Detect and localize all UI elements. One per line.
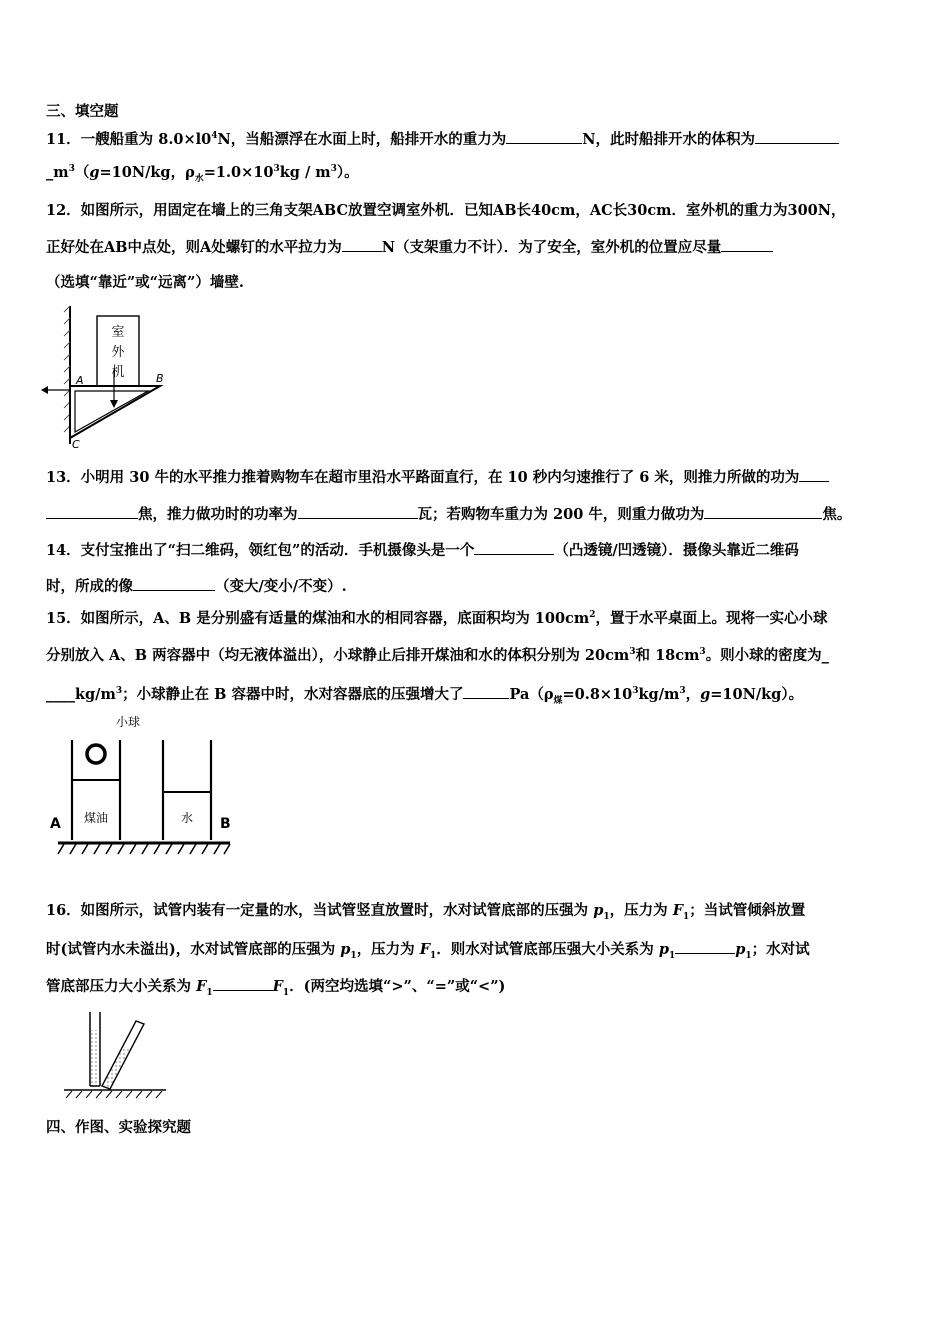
answer-blank[interactable] — [704, 503, 822, 519]
fig12-label-a: A — [76, 374, 84, 387]
answer-blank[interactable] — [463, 683, 509, 699]
question-15-line-1: 15．如图所示，A、B 是分别盛有适量的煤油和水的相同容器，底面积均为 $100cm^2$，置于水平桌面上。现将一实心小球 — [46, 610, 828, 627]
answer-blank[interactable] — [474, 539, 554, 555]
fig12-box-char-2: 外 — [111, 345, 125, 360]
answer-blank[interactable] — [133, 575, 215, 591]
answer-blank[interactable] — [755, 128, 839, 144]
question-16-line-1: 16．如图所示，试管内装有一定量的水，当试管竖直放置时，水对试管底部的压强为 $p_1$，压力为 $F_1$；当试管倾斜放置 — [46, 902, 806, 922]
fig12-label-b: B — [156, 372, 164, 385]
figure-12-bracket — [44, 306, 174, 451]
question-12-line-2: 正好处在AB中点处，则A处螺钉的水平拉力为 N（支架重力不计）．为了安全，室外机的位置应尽量 — [46, 236, 906, 258]
answer-blank[interactable] — [46, 503, 138, 519]
section-title-4: 四、作图、实验探究题 — [46, 1119, 191, 1136]
question-11-line-1: 11．一艘船重为 $8.0\times l0^4N$，当船漂浮在水面上时，船排开水的重力为 N，此时船排开水的体积为 — [46, 128, 906, 150]
question-13-line-1: 13．小明用 30 牛的水平推力推着购物车在超市里沿水平路面直行，在 10 秒内匀速推行了 6 米，则推力所做的功为 — [46, 466, 906, 488]
fig15-label-b: B — [220, 816, 231, 832]
figure-15-containers — [46, 712, 246, 862]
question-15-line-3: $\_\_\_\_kg/m^3$；小球静止在 B 容器中时，水对容器底的压强增大了 $Pa(\rho_煤=0.8\times 10^3kg/m^3$，g=10N/kg）。 — [46, 683, 906, 705]
question-14-line-2: 时，所成的像 （变大/变小/不变）. — [46, 575, 906, 597]
fig12-box-char-3: 机 — [111, 365, 125, 380]
question-13-line-2: 焦，推力做功时的功率为 瓦；若购物车重力为 200 牛，则重力做功为 焦。 — [46, 503, 906, 525]
figure-16-test-tubes — [62, 1008, 172, 1100]
fig12-box-char-1: 室 — [111, 325, 125, 340]
answer-blank[interactable] — [298, 503, 418, 519]
fig15-ball-label: 小球 — [115, 715, 141, 729]
question-12-line-1: 12．如图所示，用固定在墙上的三角支架ABC放置空调室外机．已知AB长40cm，AC长30cm．室外机的重力为300N， — [46, 202, 846, 219]
question-16-line-3: 管底部压力大小关系为 $F_1$ $F_1$．(两空均选填“>”、“=”或“<”) — [46, 975, 906, 997]
question-15-line-2: 分别放入 A、B 两容器中（均无液体溢出），小球静止后排开煤油和水的体积分别为 $20cm^3$和 $18cm^3$。则小球的密度为_ — [46, 647, 829, 664]
answer-blank[interactable] — [721, 236, 773, 252]
answer-blank[interactable] — [342, 236, 382, 252]
fig12-label-c: C — [72, 438, 80, 451]
question-14-line-1: 14．支付宝推出了“扫二维码，领红包”的活动．手机摄像头是一个 （凸透镜/凹透镜）．摄像头靠近二维码 — [46, 539, 906, 561]
fig15-water-label: 水 — [180, 811, 194, 825]
answer-blank[interactable] — [675, 938, 735, 954]
answer-blank[interactable] — [213, 975, 273, 991]
section-title-3: 三、填空题 — [46, 103, 119, 120]
question-16-line-2: 时(试管内水未溢出)，水对试管底部的压强为 $p_1$，压力为 $F_1$．则水对试管底部压强大小关系为 $p_1$ $p_1$；水对试 — [46, 938, 906, 960]
question-11-line-2: $\_m^3(g=10N/kg$，$\rho_水=1.0\times 10^3kg / m^3$）。 — [46, 164, 359, 184]
fig15-label-a: A — [50, 816, 61, 832]
answer-blank[interactable] — [506, 128, 582, 144]
answer-blank[interactable] — [799, 466, 829, 482]
question-12-line-3: （选填“靠近”或“远离”）墙壁. — [46, 274, 244, 291]
fig15-oil-label: 煤油 — [83, 811, 109, 825]
